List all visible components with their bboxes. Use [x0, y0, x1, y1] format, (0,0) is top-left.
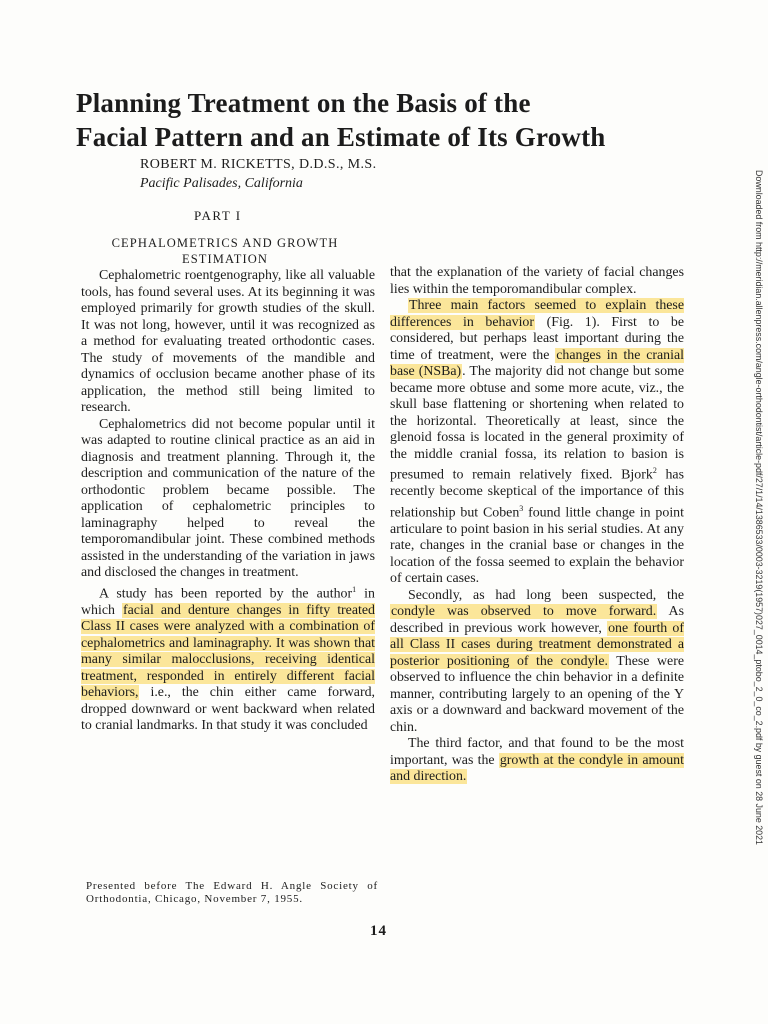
text-run: These were observed to influence the chin behavior in a definite manner, contributing largely to an opening of the Y axis or a downward and backward movement of the chin.: [390, 653, 684, 735]
paragraph: Cephalometrics did not become popular until it was adapted to routine clinical practice as an aid in diagnosis and treatment planning. Through it, the description and communication of the nature of the orthodontic problem became possible. The application of cephalometric principles to laminagraphy helped to reveal the temporomandibular joint. These combined methods assisted in the understanding of the variation in jaws and disclosed the changes in treatment.: [81, 416, 375, 580]
article-title: [76, 86, 716, 154]
right-column: [390, 265, 684, 786]
highlighted-text: one fourth of all Class II cases during treatment demonstrated a posterior positioning of the condyle.: [390, 620, 684, 669]
reference-superscript: 2: [652, 466, 657, 475]
highlighted-text: facial and denture changes in fifty treated Class II cases were analyzed with a combination of cephalometrics and laminagraphy. It was shown that many similar malocclusions, receiving identical treatment, responded in entirely different facial behaviors,: [81, 602, 375, 701]
section-heading-line-2: ESTIMATION: [182, 252, 268, 266]
paragraph: Cephalometric roentgenography, like all valuable tools, has found several uses. At its beginning it was employed primarily for growth studies of the skull. It was not long, however, until it was recognized as a method for evaluating treated orthodontic cases. The study of movements of the mandible and dynamics of occlusion became another phase of its application, the method still being limited to research.: [81, 268, 375, 415]
text-run: (Fig. 1). First to be considered, but perhaps least important during the time of treatment, were the: [390, 314, 684, 363]
author-location: Pacific Palisades, California: [140, 176, 303, 191]
footnote: [86, 880, 378, 905]
text-run: has recently become skeptical of the importance of this relationship but Coben: [390, 467, 684, 521]
paragraph: [390, 736, 684, 786]
text-run: Secondly, as had long been suspected, the: [408, 587, 684, 603]
section-heading: [76, 235, 374, 267]
text-run: As described in previous work however,: [390, 604, 684, 636]
title-line-1: Planning Treatment on the Basis of the: [76, 88, 531, 118]
author-name: ROBERT M. RICKETTS, D.D.S., M.S.: [140, 157, 377, 172]
title-line-2: Facial Pattern and an Estimate of Its Growth: [76, 122, 606, 152]
text-run: The third factor, and that found to be the most important, was the: [390, 736, 684, 768]
paragraph: [390, 298, 684, 588]
text-run: i.e., the chin either came forward, dropped downward or went backward when related to cranial landmarks. In that study it was concluded: [81, 685, 375, 734]
text-run: . The majority did not change but some became more obtuse and some more acute, viz., the skull base flattening or shortening when related to the horizontal. Theoretically at least, since the glenoid fossa is located in the general proximity of the middle cranial fossa, its relation to basion is presumed to remain relatively fixed. Bjork: [390, 364, 685, 483]
highlighted-text: condyle was observed to move forward.: [391, 604, 657, 620]
reference-superscript: 3: [519, 503, 524, 513]
highlighted-text: changes in the cranial base (NSBa): [390, 347, 684, 379]
paragraph: that the explanation of the variety of facial changes lies within the temporomandibular complex.: [390, 265, 684, 297]
text-run: found little change in point articulare to point basion in his serial studies. At any rate, changes in the cranial base or changes in the location of the fossa seemed to explain the behavior of certain cases.: [390, 505, 684, 587]
paragraph: [390, 588, 684, 737]
section-heading-line-1: CEPHALOMETRICS AND GROWTH: [111, 236, 339, 250]
highlighted-text: growth at the condyle in amount and direction.: [390, 752, 684, 785]
paragraph: [81, 582, 375, 735]
highlighted-text: Three main factors seemed to explain these differences in behavior: [390, 298, 684, 330]
page-number: 14: [370, 923, 387, 939]
download-notice-text: Downloaded from http://meridian.allenpress.com/angle-orthodontist/article-pdf/27/1/14/1386533/0003-3219(1957)027_0014_ptobo_2_0_co_2.pdf by guest on 28 June 2021: [754, 170, 764, 845]
text-run: A study has been reported by the author: [99, 586, 353, 602]
footnote-text: Presented before The Edward H. Angle Society of Orthodontia, Chicago, November 7, 1955.: [86, 880, 378, 905]
download-notice: [752, 170, 766, 860]
reference-superscript: 1: [352, 584, 357, 594]
left-column: [81, 268, 375, 735]
part-heading: PART I: [194, 208, 242, 223]
text-run: in which: [81, 586, 375, 618]
